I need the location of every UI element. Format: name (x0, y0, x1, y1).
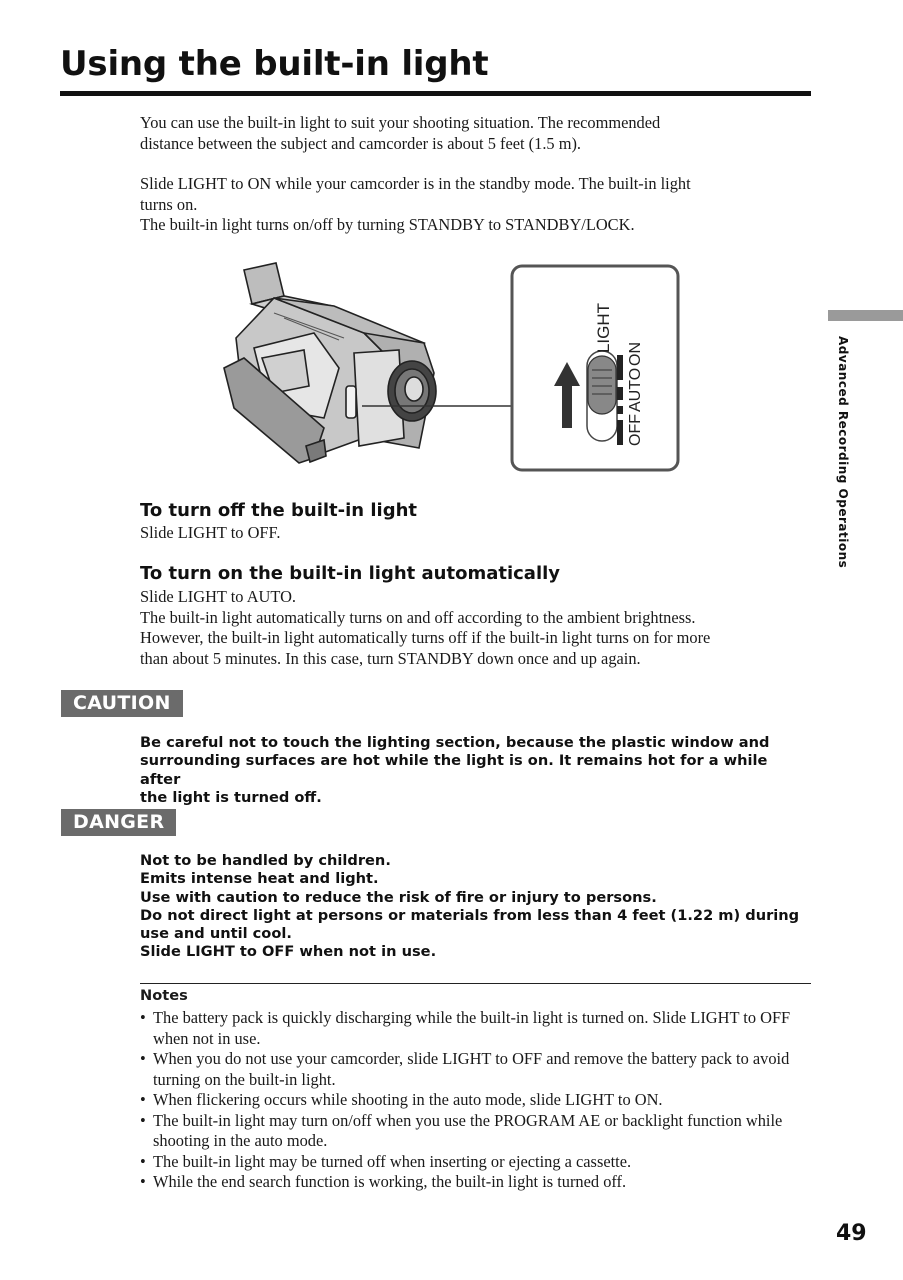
list-item (140, 1008, 812, 1049)
note-text: The built-in light may be turned off when inserting or ejecting a cassette. (153, 1151, 632, 1171)
danger-text: Not to be handled by children. Emits intense heat and light. Use with caution to reduce the risk of fire or injury to persons. Do not direct light at persons or materials from less than 4 feet (1.22 m) during use and until cool. Slide LIGHT to OFF when not in use. (140, 852, 800, 961)
section-tab-marker (828, 310, 903, 321)
list-item (140, 1172, 812, 1193)
list-item (140, 1152, 812, 1173)
camcorder-illustration (214, 258, 684, 483)
turn-on-auto-text: Slide LIGHT to AUTO. The built-in light automatically turns on and off according to the ambient brightness. However, the built-in light automatically turns off if the built-in light turns on for more than about 5 minutes. In this case, turn STANDBY down once and up again. (140, 587, 711, 668)
list-item (140, 1090, 812, 1111)
danger-label: DANGER (61, 809, 176, 836)
page-number: 49 (836, 1221, 867, 1246)
title-rule (60, 91, 811, 96)
caution-text: Be careful not to touch the lighting section, because the plastic window and surrounding surfaces are hot while the light is on. It remains hot for a while after the light is turned off. (140, 734, 770, 806)
switch-title-label: LIGHT (594, 302, 613, 354)
caution-label: CAUTION (61, 690, 183, 717)
turn-off-heading: To turn off the built-in light (140, 500, 418, 521)
turn-off-text: Slide LIGHT to OFF. (140, 523, 281, 542)
position-off-label: OFF (627, 414, 644, 446)
turn-on-auto-heading: To turn on the built-in light automatically (140, 563, 561, 584)
note-text: The built-in light may turn on/off when you use the PROGRAM AE or backlight function while shooting in the auto mode. (153, 1110, 783, 1150)
bullet-icon: • (140, 1172, 146, 1191)
notes-heading: Notes (140, 987, 188, 1004)
standby-paragraph: Slide LIGHT to ON while your camcorder is in the standby mode. The built-in light turns on. The built-in light turns on/off by turning STANDBY to STANDBY/LOCK. (140, 174, 691, 234)
camcorder-drawing (224, 263, 436, 463)
list-item (140, 1049, 812, 1090)
notes-list (140, 1008, 812, 1193)
intro-paragraph: You can use the built-in light to suit your shooting situation. The recommended distance between the subject and camcorder is about 5 feet (1.5 m). (140, 113, 661, 153)
bullet-icon: • (140, 1090, 146, 1109)
bullet-icon: • (140, 1049, 146, 1068)
note-text: While the end search function is working, the built-in light is turned off. (153, 1172, 627, 1191)
page-title: Using the built-in light (60, 44, 489, 84)
switch-knob (588, 356, 616, 414)
bullet-icon: • (140, 1008, 146, 1027)
camcorder-figure-svg (214, 258, 684, 478)
note-text: When you do not use your camcorder, slide LIGHT to OFF and remove the battery pack to avoid turning on the built-in light. (153, 1049, 790, 1089)
position-auto-label: AUTO (627, 367, 644, 412)
section-side-label: Advanced Recording Operations (836, 336, 850, 569)
position-on-label: ON (627, 342, 644, 366)
bullet-icon: • (140, 1110, 146, 1130)
note-text: The battery pack is quickly discharging while the built-in light is turned on. Slide LIGHT to OFF when not in use. (153, 1008, 791, 1048)
notes-rule (140, 983, 811, 984)
bullet-icon: • (140, 1151, 146, 1171)
list-item (140, 1111, 812, 1152)
note-text: When flickering occurs while shooting in the auto mode, slide LIGHT to ON. (153, 1090, 663, 1109)
